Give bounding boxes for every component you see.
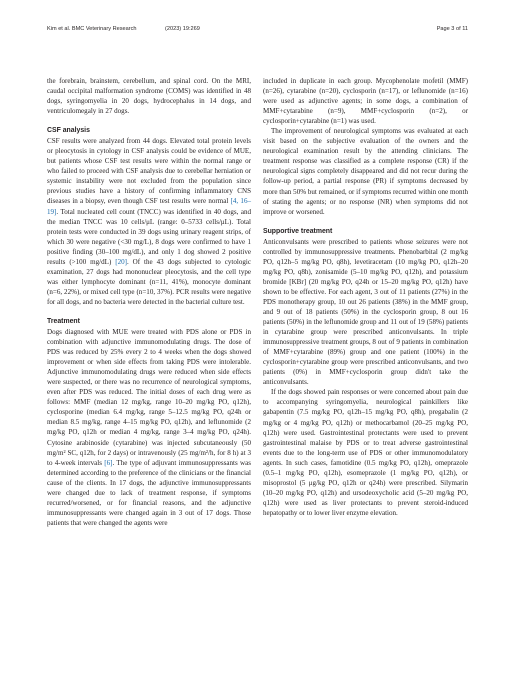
running-header	[47, 26, 468, 38]
paragraph: included in duplicate in each group. Mycophenolate mofetil (MMF) (n=26), cytarabine (n=20), cyclosporin (n=17), or leflunomide (n=16) were used as adjunctive agents; in some dogs, a combination of MMF+cytarabine (n=9), MMF+cyclosporin (n=2), or cyclosporin+cytarabine (n=1) was used.	[263, 77, 468, 126]
right-column	[263, 76, 468, 518]
citation-link[interactable]: [4, 16–19]	[47, 197, 251, 216]
paragraph: Anticonvulsants were prescribed to patients whose seizures were not controlled by immunosuppressive treatments. Phenobarbital (2 mg/kg PO, q12h–5 mg/kg PO, q8h), levetiracetam (10 mg/kg PO, q12h–20 mg/kg PO, q8h), zonisamide (5–10 mg/kg PO, q12h), and potassium bromide [KBr] (20 mg/kg PO, q24h or 15–20 mg/kg PO, q12h) have shown to be effective. For each agent, 3 out of 11 patients (27%) in the PDS monotherapy group, 10 out 26 patients (38%) in the MMF group, and 9 out of 18 patients (50%) in the cyclosporin group, 8 out 16 patients (50%) in the leflunomide group and 11 out of 19 (58%) patients in cytarabine group were prescribed anticonvulsants. In triple immunosuppressive treatment groups, 8 out of 9 patients in combination of MMF+cytarabine (89%) group and one patient (100%) in the cyclosporin+cytarabine group were prescribed anticonvulsants, and two patients (0%) in MMF+cyclosporin group didn't take the anticonvulsants.	[263, 237, 468, 387]
paragraph: the forebrain, brainstem, cerebellum, and spinal cord. On the MRI, caudal occipital malformation syndrome (COMS) was identified in 48 dogs, syringomyelia in 20 dogs, hydrocephalus in 14 dogs, and ventriculomegaly in 27 dogs.	[47, 77, 251, 116]
section-heading-supportive: Supportive treatment	[263, 227, 333, 235]
paragraph: CSF results were analyzed from 44 dogs. Elevated total protein levels or pleocytosis in cytology in CSF analysis could be evidence of MUE, but patients whose CSF test results were within the normal range or who failed to proceed with CSF analysis due to cerebellar herniation or systemic instability were not excluded from the population since previous studies have a history of confirming inflammatory CNS diseases in a biopsy, even though CSF test results were normal [4, 16–19]. Total nucleated cell count (TNCC) was identified in 40 dogs, and the median TNCC was 10 cells/μL (range: 0–5733 cells/μL). Total protein tests were conducted in 39 dogs using urinary reagent strips, of which 30 were negative (<30 mg/L), 8 dogs were confirmed to have 1 positive finding (30–100 mg/dL), and only 1 dog showed 2 positive results (>100 mg/dL) [20]. Of the 43 dogs subjected to cytologic examination, 27 dogs had mononuclear pleocytosis, and the cell type was either lymphocyte dominant (n=11, 41%), monocyte dominant (n=6, 22%), or mixed cell type (n=10, 37%). PCR results were negative for all dogs, and no bacteria were detected in the bacterial culture test.	[47, 137, 251, 306]
paragraph: The improvement of neurological symptoms was evaluated at each visit based on the subjective evaluation of the owners and the neurological examination result by the attending clinicians. The treatment response was classified as a complete response (CR) if the neurological signs completely disappeared and did not recur during the follow-up period, a partial response (PR) if symptoms decreased by more than 50% but remained, or if symptoms recurred within one month of stating the agents; or no response (NR) when symptoms did not improve or worsened.	[263, 127, 468, 216]
page-number: Page 3 of 11	[436, 26, 468, 32]
journal-citation: Kim et al. BMC Veterinary Research	[47, 26, 137, 32]
section-heading-treatment: Treatment	[47, 317, 80, 325]
paragraph: Dogs diagnosed with MUE were treated with PDS alone or PDS in combination with adjunctive immunomodulating drugs. The dose of PDS was reduced by 25% every 2 to 4 weeks when the dogs showed improvement or when side effects from taking PDS were intolerable. Adjunctive immunomodulating drugs were reduced when side effects were suspected, or there was no recurrence of neurological symptoms, even after PDS was reduced. The initial doses of each drug were as follows: MMF (median 12 mg/kg, range 10–20 mg/kg PO, q12h), cyclosporine (median 6.4 mg/kg, range 5–12.5 mg/kg PO, q24h or median 8.5 mg/kg, range 4–15 mg/kg PO, q12h), and leflunomide (2 mg/kg PO, q12h or median 4 mg/kg, range 3–4 mg/kg PO, q24h). Cytosine arabinoside (cytarabine) was injected subcutaneously (50 mg/m² SC, q12h, for 2 days) or intravenously (25 mg/m²/h, for 8 h) at 3 to 4-week intervals [6]. The type of adjuvant immunosuppressants was determined according to the preference of the clinicians or the financial cause of the clients. In 17 dogs, the adjunctive immunosuppressants were changed due to lack of treatment response, if symptoms recurred/worsened, or for financial reasons, and the adjunctive immunosuppressants were changed again in 3 out of 17 dogs. Those patients that were changed the agents were	[47, 327, 251, 527]
section-heading-csf: CSF analysis	[47, 127, 90, 135]
left-column	[47, 76, 251, 528]
paragraph: If the dogs showed pain responses or were concerned about pain due to accompanying syringomyelia, neurological painkillers like gabapentin (7.5 mg/kg PO, q12h–15 mg/kg PO, q8h), pregabalin (2 mg/kg or 4 mg/kg PO, q12h) or methocarbamol (20–25 mg/kg PO, q12h) were used. Gastrointestinal protectants were used to prevent gastrointestinal malaise by PDS or to treat adverse gastrointestinal events due to the long-term use of PDS or other immunomodulatory agents. In such cases, famotidine (0.5 mg/kg PO, q12h), omeprazole (0.5–1 mg/kg PO, q12h), esomeprazole (1 mg/kg PO, q12h), or misoprostol (5 μg/kg PO, q12h or q24h) were prescribed. Silymarin (10–20 mg/kg PO, q12h) and ursodeoxycholic acid (5–20 mg/kg PO, q12h) were used as liver protectants to prevent steroid-induced hepatopathy or to lower liver enzyme elevation.	[263, 388, 468, 517]
citation-link[interactable]: [20]	[115, 257, 127, 266]
volume-info: (2023) 19:269	[165, 26, 200, 32]
citation-link[interactable]: [6]	[104, 458, 113, 467]
